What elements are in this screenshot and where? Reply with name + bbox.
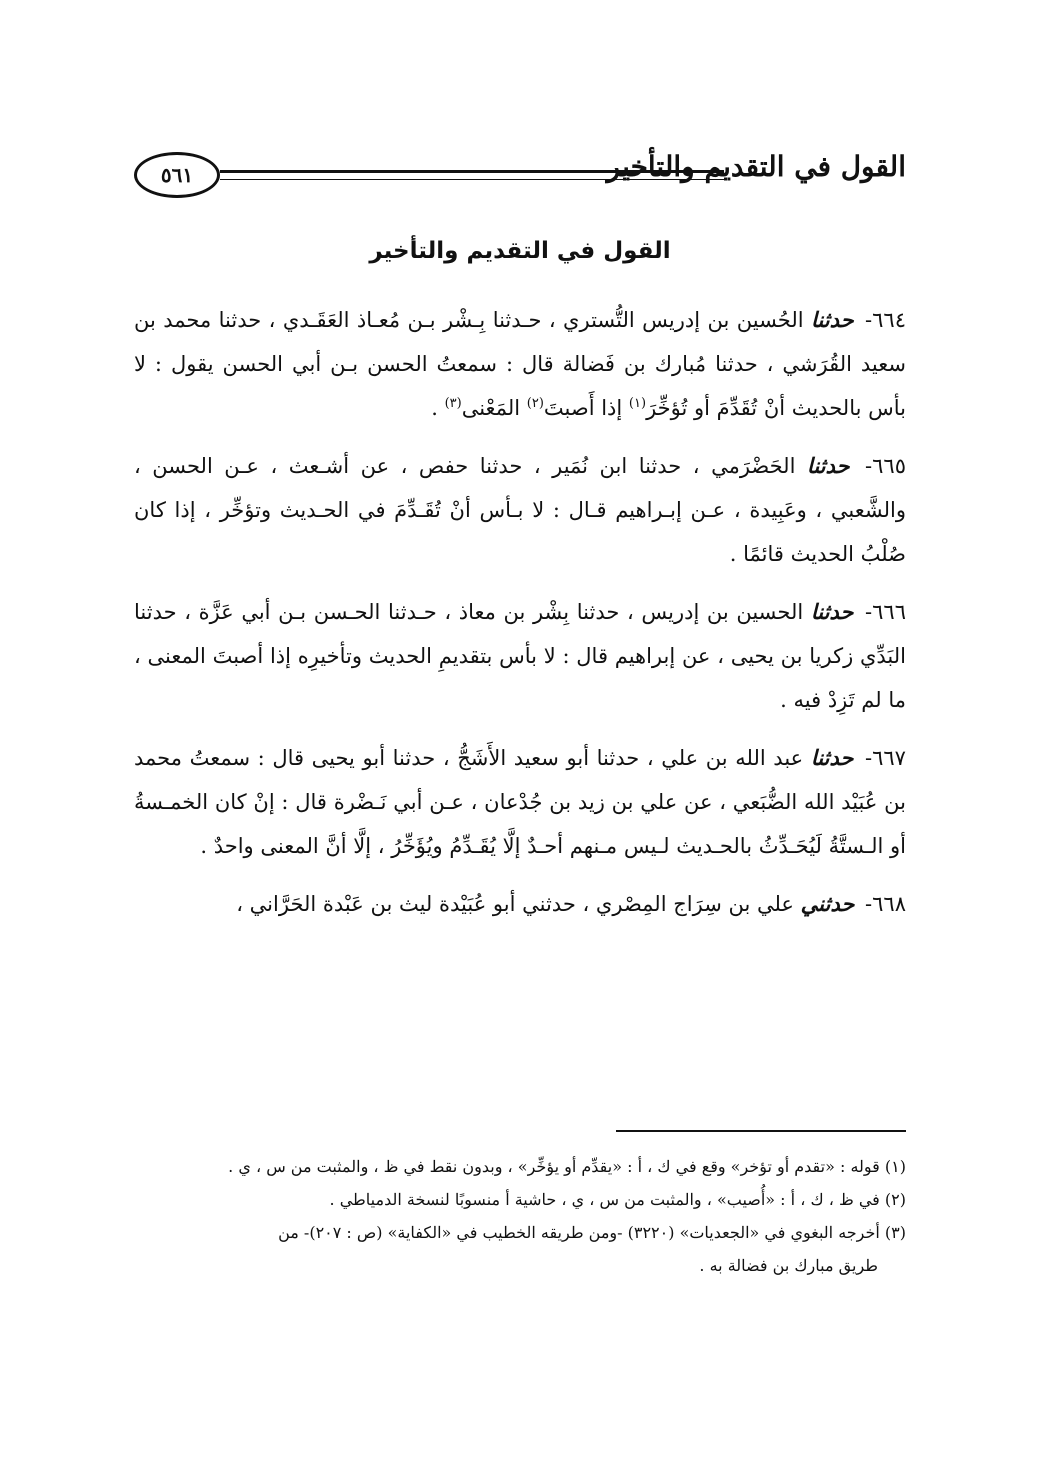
running-head: القول في التقديم والتأخير bbox=[606, 150, 906, 183]
hadith-paragraph bbox=[134, 590, 906, 722]
hadith-text: عبد الله بن علي ، حدثنا أبو سعيد الأَشَجُّ ، حدثنا أبو يحيى قال : سمعتُ محمد بن عُبَيْد الله الضُّبَعي ، عن علي بن زيد بن جُدْعان ، عـن أبي نَـضْرة قال : إنْ كان الخمـسةُ أو الـستَّةُ لَيُحَـدِّثُ بالحـديث لـيس مـنهم أحـدٌ إلَّا يُقَـدِّمُ ويُؤَخِّرُ ، إلَّا أنَّ المعنى واحدٌ . bbox=[134, 746, 906, 858]
footnotes bbox=[134, 1150, 906, 1282]
hadith-paragraph bbox=[134, 736, 906, 868]
main-text bbox=[134, 298, 906, 940]
hadith-number: ٦٦٨- bbox=[865, 892, 906, 916]
footnote: (٣) أخرجه البغوي في «الجعديات» (٣٢٢٠) -ومن طريقه الخطيب في «الكفاية» (ص : ٢٠٧)- من bbox=[278, 1223, 906, 1242]
hadith-paragraph bbox=[134, 444, 906, 576]
chapter-title: القول في التقديم والتأخير bbox=[369, 238, 671, 264]
hadith-text: الحسين بن إدريس ، حدثنا بِشْر بن معاذ ، حـدثنا الحـسن بـن أبي عَزَّة ، حدثنا البَدِّي زكريا بن يحيى ، عن إبراهيم قال : لا بأس بتقديمِ الحديث وتأخيرِه إذا أصبتَ المعنى ، ما لم تَزِدْ فيه . bbox=[134, 600, 906, 712]
hadith-lead-word: حدثنا bbox=[806, 453, 850, 478]
footnote-ref: (١) bbox=[628, 396, 647, 411]
footnote-ref: (٣) bbox=[444, 396, 462, 411]
footnote-separator bbox=[616, 1130, 906, 1132]
hadith-lead-word: حدثنا bbox=[810, 745, 854, 770]
hadith-lead-word: حدثني bbox=[800, 891, 855, 916]
hadith-text: الحَضْرَمي ، حدثنا ابن نُمَير ، حدثنا حفص ، عن أشـعث ، عـن الحسن ، والشَّعبي ، وعَبِيدة ، عـن إبـراهيم قـال : لا بـأس أنْ تُقَـدِّمَ في الحـديث وتؤخِّر ، إذا كان صُلْبُ الحديث قائمًا . bbox=[134, 454, 906, 566]
hadith-text: . bbox=[431, 396, 438, 420]
hadith-lead-word: حدثنا bbox=[810, 599, 854, 624]
hadith-paragraph bbox=[134, 298, 906, 430]
hadith-text: إذا أَصبتَ bbox=[543, 396, 623, 420]
hadith-number: ٦٦٦- bbox=[865, 600, 906, 624]
footnote: (٢) في ظ ، ك ، أ : «أُصيب» ، والمثبت من س ، ي ، حاشية أ منسوبًا لنسخة الدمياطي . bbox=[329, 1190, 906, 1209]
hadith-number: ٦٦٧- bbox=[865, 746, 906, 770]
hadith-number: ٦٦٥- bbox=[865, 454, 906, 478]
hadith-number: ٦٦٤- bbox=[865, 308, 906, 332]
footnote-continuation: طريق مبارك بن فضالة به . bbox=[699, 1256, 878, 1275]
hadith-lead-word: حدثنا bbox=[811, 307, 854, 332]
page-header bbox=[134, 150, 906, 208]
hadith-text: المَعْنى bbox=[461, 396, 521, 420]
hadith-text: علي بن سِرَاج المِصْري ، حدثني أبو عُبَيْدة ليث بن عَبْدة الحَرَّاني ، bbox=[236, 892, 794, 916]
footnote: (١) قوله : «تقدم أو تؤخر» وقع في ك ، أ : «يقدِّم أو يؤخِّر» ، وبدون نقط في ظ ، والمثبت من س ، ي . bbox=[228, 1157, 906, 1176]
page-number: ٥٦١ bbox=[134, 152, 220, 198]
hadith-text: الحُسين بن إدريس التُّستري ، حـدثنا بِـشْر بـن مُعـاذ العَقَـدي ، حدثنا محمد بن سعيد القُرَشي ، حدثنا مُبارك بن فَضالة قال : سمعتُ الحسن بـن أبي الحسن يقول : لا بأس بالحديث أنْ تُقَدِّمَ أو تُؤخِّرَ bbox=[134, 308, 906, 420]
footnote-ref: (٢) bbox=[526, 396, 544, 411]
hadith-paragraph bbox=[134, 882, 906, 926]
